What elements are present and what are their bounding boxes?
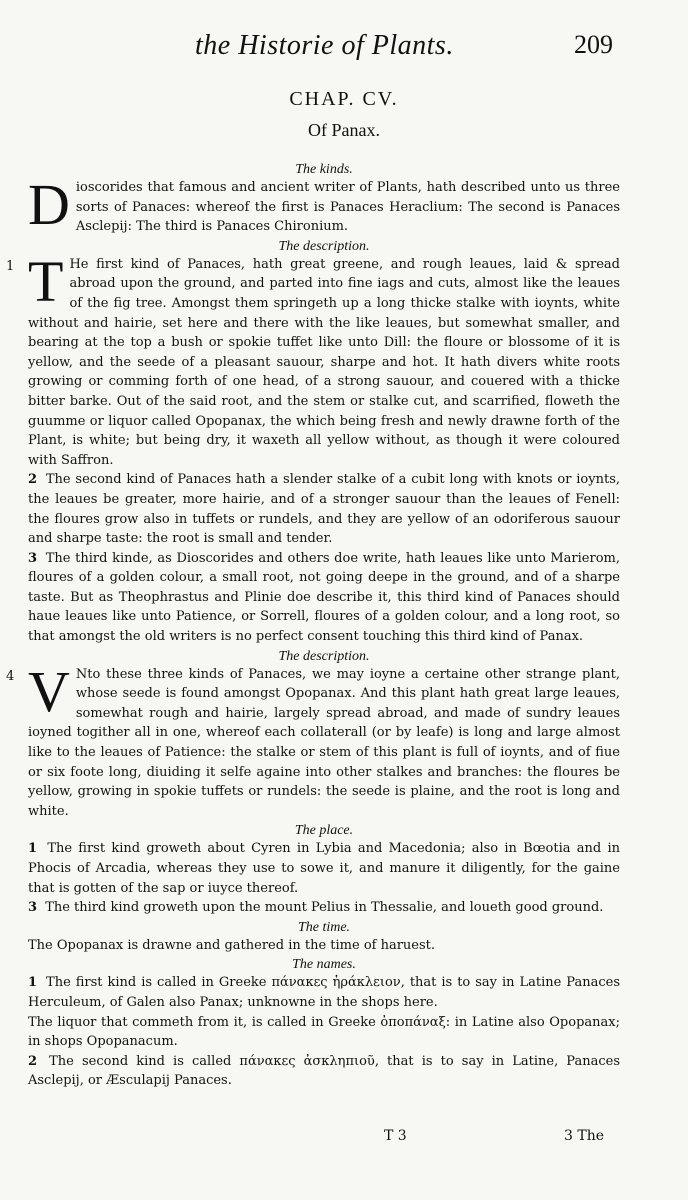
page-footer — [0, 1128, 688, 1148]
catchword: 3 The — [564, 1128, 604, 1144]
paragraph-description-3 — [28, 549, 620, 647]
section-heading-description: The description. — [278, 238, 370, 254]
paragraph-number: 2 — [28, 472, 38, 488]
drop-capital: V — [28, 658, 70, 724]
paragraph-text: The second kind is called πάνακες ἀσκληπιοῦ, that is to say in Latine, Panaces Asclepij, or Æsculapij Panaces. — [28, 1053, 620, 1089]
section-heading-kinds: The kinds. — [295, 162, 353, 177]
running-head — [0, 28, 688, 68]
paragraph-place-1 — [28, 839, 620, 898]
text-body — [6, 160, 620, 1091]
paragraph-place-3 — [28, 898, 620, 918]
paragraph-number: 1 — [6, 258, 15, 274]
paragraph-text: The third kinde, as Dioscorides and others doe write, hath leaues like unto Marierom, floures of a golden colour, a small root, not going deepe in the ground, and of a sharpe taste. But as Theophrastus and Plinie doe describe it, this third kind of Panaces should haue leaues like unto Patience, or Sorrell, floures of a golden colour, and a long root, so that amongst the old writers is no perfect consent touching this third kind of Panax. — [28, 550, 620, 645]
section-heading-time: The time. — [297, 919, 351, 935]
paragraph-names-1 — [28, 973, 620, 1012]
paragraph-number: 1 — [28, 841, 38, 857]
section-heading-description-2: The description. — [278, 648, 370, 664]
signature-mark: T 3 — [384, 1128, 407, 1144]
paragraph-text: Nto these three kinds of Panaces, we may ioyne a certaine other strange plant, whose seede is found amongst Opopanax. And this plant hath great large leaues, somewhat rough and hairie, largely spread abroad, and made of sundry leaues ioyned togither all in one, whereof each collaterall (or by leafe) is long and large almost like to the leaues of Patience: the stalke or stem of this plant is full of ioynts, and of fiue or six foote long, diuiding it selfe againe into other stalkes and branches: the floures be yellow, growing in spokie tuffets or rundels: the seede is plaine, and the root is long and white. — [28, 666, 620, 819]
paragraph-text: The first kind groweth about Cyren in Lybia and Macedonia; also in Bœotia and in Phocis of Arcadia, whereas they use to sowe it, and manure it diligently, for the gaine that is gotten of the sap or iuyce thereof. — [28, 841, 620, 896]
paragraph-description-1 — [6, 248, 620, 471]
paragraph-number: 3 — [28, 900, 38, 916]
paragraph-description-2 — [28, 470, 620, 548]
paragraph-text: ioscorides that famous and ancient writer of Plants, hath described unto us three sorts of Panaces: whereof the first is Panaces Heraclium: The second is Panaces Asclepij: The third is Panaces Chironium. — [75, 180, 620, 235]
section-heading-names: The names. — [292, 957, 356, 973]
paragraph-description-4 — [6, 658, 620, 822]
paragraph-number: 3 — [28, 550, 38, 566]
paragraph-text: The third kind groweth upon the mount Pelius in Thessalie, and loueth good ground. — [45, 900, 604, 916]
paragraph-names-2 — [28, 1052, 620, 1091]
page-number: 209 — [574, 30, 613, 59]
paragraph-time: The Opopanax is drawne and gathered in the time of haruest. — [28, 937, 436, 953]
paragraph-number: 1 — [28, 975, 38, 991]
section-heading-place: The place. — [294, 823, 354, 839]
drop-capital: D — [28, 172, 70, 237]
paragraph-text: The second kind of Panaces hath a slender stalke of a cubit long with knots or ioynts, the leaues be greater, more hairie, and of a stronger sauour than the leaues of Fenell: the floures grow also in tuffets or rundels, and they are yellow of an odoriferous sauour and sharpe taste: the root is small and tender. — [28, 472, 620, 547]
paragraph-text: The first kind is called in Greeke πάνακες ἡράκλειον, that is to say in Latine Panaces Herculeum, of Galen also Panax; unknowne in the shops here. — [28, 975, 620, 1010]
paragraph-names-1b: The liquor that commeth from it, is called in Greeke ὀποπάναξ: in Latine also Opopanax; in shops Opopanacum. — [28, 1014, 620, 1050]
paragraph-number: 4 — [6, 668, 15, 684]
chapter-heading: CHAP. CV. — [289, 88, 399, 110]
drop-capital: T — [28, 248, 64, 314]
paragraph-number: 2 — [28, 1053, 38, 1069]
running-title: the Historie of Plants. — [195, 30, 454, 61]
paragraph-kinds — [28, 172, 620, 237]
chapter-subtitle: Of Panax. — [308, 120, 380, 140]
paragraph-text: He first kind of Panaces, hath great greene, and rough leaues, laid & spread abroad upon the ground, and parted into fine iags and cuts, almost like the leaues of the fig tree. Amongst them springeth up a long thicke stalke with ioynts, white without and hairie, set here and there with the like leaues, but somewhat smaller, and bearing at the top a bush or spokie tuffet like unto Dill: the floure or blossome of it is yellow, and the seede of a pleasant sauour, sharpe and hot. It hath divers white roots growing or comming forth of one head, of a strong sauour, and couered with a thicke bitter barke. Out of the said root, and the stem or stalke cut, and scarrified, floweth the guumme or liquor called Opopanax, the which being fresh and newly drawne forth of the Plant, is white; but being dry, it waxeth all yellow without, as though it were coloured with Saffron. — [28, 256, 620, 468]
